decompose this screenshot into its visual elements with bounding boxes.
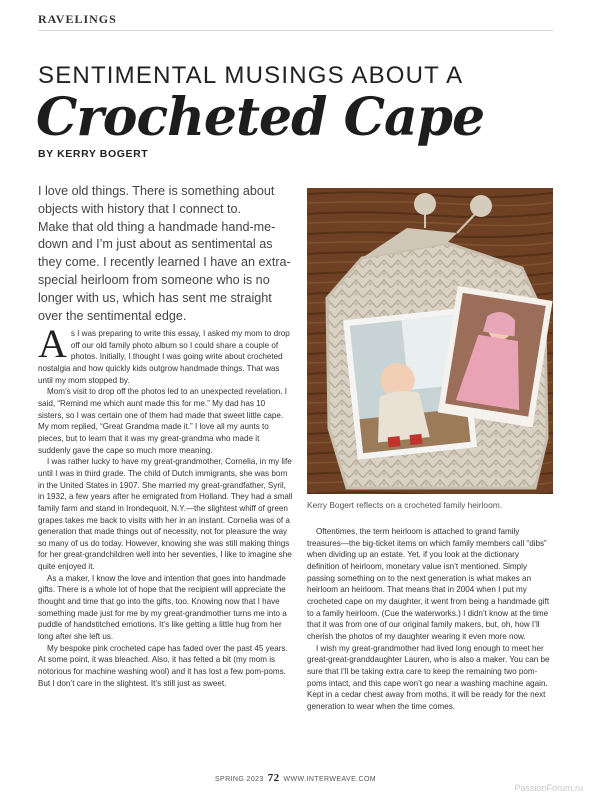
- page-footer: [0, 772, 591, 784]
- drop-cap: A: [38, 321, 67, 366]
- photo-caption: Kerry Bogert reflects on a crocheted family heirloom.: [307, 500, 503, 510]
- header-divider: [38, 30, 553, 31]
- body-column-left: [38, 321, 293, 689]
- body-paragraph: My bespoke pink crocheted cape has faded over the past 45 years. At some point, it was bleached. Also, it has felted a bit (my mom is notorious for machine washing wool) and it has lost a few pom-poms. But I don’t care in the slightest. It’s still just as sweet.: [38, 643, 288, 688]
- title-kicker: SENTIMENTAL MUSINGS ABOUT A: [38, 62, 464, 89]
- body-paragraph: Mom’s visit to drop off the photos led to an unexpected revelation. I said, “Remind me which aunt made this for me.” My dad has 10 sisters, so I was certain one of them had made that sweet little cape. My mom replied, “Great Grandma made it.” I love all my aunts to pieces, but to learn that it was my great-grandma who made it suddenly gave the cape so much more meaning.: [38, 387, 287, 455]
- byline: BY KERRY BOGERT: [38, 148, 149, 160]
- site-url: WWW.INTERWEAVE.COM: [283, 776, 377, 783]
- issue-season: SPRING 2023: [214, 776, 264, 783]
- page-number: 72: [267, 772, 280, 784]
- body-column-right: [307, 526, 553, 713]
- intro-line-1: I love old things. There is something about objects with history that I connect to.: [38, 184, 275, 216]
- body-paragraph: I was rather lucky to have my great-grandmother, Cornelia, in my life until I was in third grade. The child of Dutch immigrants, she was born in the United States in 1907. She married my great-grandfather, Syril, in 1932, a few years after he emigrated from Holland. They had a small family farm and stand in Irondequoit, N.Y.—the slightest whiff of green grapes takes me back to visits with her in an instant. Cornelia was of a generation that made things out of necessity, not for pleasure the way so many of us do today. However, knowing she was still making things for her great-grandchildren well into her seventies, I like to imagine she quite enjoyed it.: [38, 457, 293, 572]
- body-paragraph: I wish my great-grandmother had lived long enough to meet her great-great-granddaughter Lauren, who is also a maker. You can be sure that I’ll be taking extra care to keep the remaining two pom-poms intact, and this cape won’t go near a washing machine again. Kept in a cedar chest away from moths, it will be ready for the next generation to wear when the time comes.: [307, 643, 550, 711]
- body-paragraph: Oftentimes, the term heirloom is attached to grand family treasures—the big-ticket items on which family members call “dibs” when dividing up an estate. Yet, if you look at the dictionary definition of heirloom, monetary value isn’t mentioned. Simply passing something on to the next generation is what makes an heirloom an heirloom. That means that in 2004 when I put my crocheted cape on my daughter, it went from being a handmade gift to a family heirloom. (Cue the waterworks.) I didn’t know at the time that it was from one of our original family makers, but, oh, how I’ll cherish the photos of my daughter wearing it even more now.: [307, 527, 550, 641]
- headline: Crocheted Cape: [36, 87, 485, 148]
- body-paragraph: [38, 321, 293, 386]
- pom-pom: [414, 193, 436, 215]
- photo-print-pink-cape: [438, 286, 553, 427]
- intro-deck: [38, 183, 291, 325]
- photo-illustration: [307, 188, 553, 494]
- watermark: PassionForum.ru: [514, 783, 583, 793]
- body-paragraph-text: s I was preparing to write this essay, I asked my mom to drop off our old family photo album so I could share a couple of photos. Initially, I thought I was going write about crocheted nostalgia and how quickly kids outgrow handmade things. That was until my mom stopped by.: [38, 329, 290, 385]
- body-paragraph: As a maker, I know the love and intention that goes into handmade gifts. There is a whole lot of hope that the recipient will appreciate the thought and time that go into the gifts, too. Knowing now that I have something made just for me by my great-grandmother turns me into a puddle of handstitched emotions. It’s like getting a little hug from her long after she left us.: [38, 573, 287, 642]
- article-photo: [307, 188, 553, 494]
- section-label: RAVELINGS: [38, 12, 117, 26]
- intro-line-2: Make that old thing a handmade hand-me-down and I’m just about as sentimental as they come. I recently learned I have an extra-special heirloom from someone who is no longer with us, which has sent me straight over the sentimental edge.: [38, 219, 291, 323]
- pom-pom: [470, 195, 492, 217]
